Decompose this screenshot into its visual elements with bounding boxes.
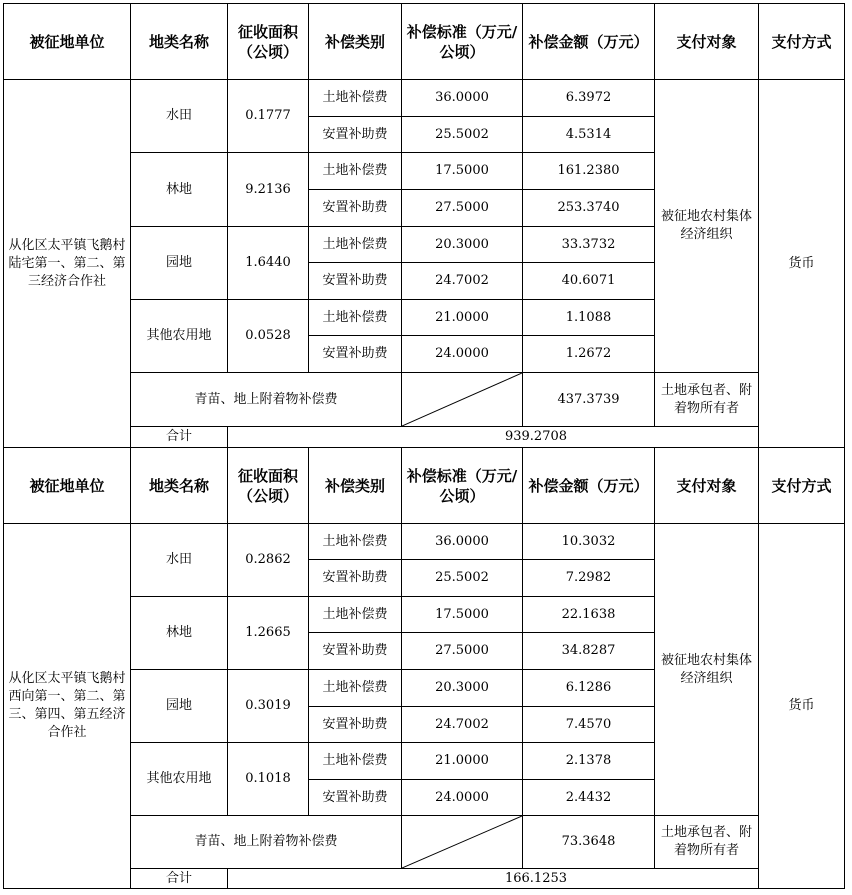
total-label: 合计 [131,869,228,889]
land-type-name: 其他农用地 [131,300,228,373]
header-category: 补偿类别 [309,448,402,524]
compensation-category: 安置补助费 [309,633,402,670]
land-area: 1.2665 [228,597,309,670]
land-type-name: 园地 [131,227,228,300]
header-amount: 补偿金额（万元） [523,4,655,80]
crops-compensation-label: 青苗、地上附着物补偿费 [131,373,402,427]
land-type-name: 水田 [131,524,228,597]
compensation-category: 安置补助费 [309,780,402,816]
compensation-category: 土地补偿费 [309,743,402,780]
compensation-standard: 24.7002 [402,263,523,300]
land-type-name: 水田 [131,80,228,153]
compensation-category: 土地补偿费 [309,80,402,117]
crops-compensation-label: 青苗、地上附着物补偿费 [131,816,402,869]
header-method: 支付方式 [759,4,845,80]
compensation-standard: 20.3000 [402,670,523,707]
payment-method: 货币 [759,80,845,448]
compensation-category: 土地补偿费 [309,153,402,190]
header-standard: 补偿标准（万元/公顷） [402,448,523,524]
land-area: 0.1018 [228,743,309,816]
compensation-amount: 1.2672 [523,336,655,373]
header-amount: 补偿金额（万元） [523,448,655,524]
payee-contractors: 土地承包者、附着物所有者 [655,816,759,869]
compensation-amount: 22.1638 [523,597,655,633]
compensation-standard: 24.7002 [402,707,523,743]
table-row [4,524,845,560]
diagonal-line [402,373,522,426]
compensation-category: 安置补助费 [309,336,402,373]
compensation-amount: 4.5314 [523,117,655,153]
header-payee: 支付对象 [655,4,759,80]
crops-compensation-amount: 437.3739 [523,373,655,427]
compensation-category: 安置补助费 [309,560,402,597]
compensation-table-2 [3,447,845,889]
land-unit-name: 从化区太平镇飞鹅村陆宅第一、第二、第三经济合作社 [4,80,131,448]
total-row [4,869,845,889]
header-standard: 补偿标准（万元/公顷） [402,4,523,80]
compensation-standard: 36.0000 [402,524,523,560]
land-area: 0.1777 [228,80,309,153]
payee-collective: 被征地农村集体经济组织 [655,524,759,816]
compensation-amount: 2.4432 [523,780,655,816]
land-area: 9.2136 [228,153,309,227]
header-land-type: 地类名称 [131,4,228,80]
compensation-amount: 33.3732 [523,227,655,263]
compensation-standard: 27.5000 [402,190,523,227]
crops-compensation-amount: 73.3648 [523,816,655,869]
compensation-amount: 2.1378 [523,743,655,780]
compensation-category: 土地补偿费 [309,524,402,560]
payee-contractors: 土地承包者、附着物所有者 [655,373,759,427]
land-type-name: 园地 [131,670,228,743]
header-row [4,4,845,80]
table-row [4,816,845,869]
compensation-category: 土地补偿费 [309,597,402,633]
table-row [4,373,845,427]
compensation-standard: 24.0000 [402,336,523,373]
compensation-amount: 6.3972 [523,80,655,117]
compensation-category: 安置补助费 [309,707,402,743]
header-unit: 被征地单位 [4,448,131,524]
header-area: 征收面积（公顷） [228,448,309,524]
payee-collective: 被征地农村集体经济组织 [655,80,759,373]
compensation-amount: 161.2380 [523,153,655,190]
compensation-standard: 36.0000 [402,80,523,117]
land-area: 0.3019 [228,670,309,743]
compensation-category: 土地补偿费 [309,227,402,263]
compensation-amount: 1.1088 [523,300,655,336]
compensation-standard: 21.0000 [402,743,523,780]
land-type-name: 林地 [131,153,228,227]
compensation-standard: 25.5002 [402,560,523,597]
table-row [4,80,845,117]
land-unit-name: 从化区太平镇飞鹅村西向第一、第二、第三、第四、第五经济合作社 [4,524,131,889]
compensation-category: 安置补助费 [309,190,402,227]
compensation-standard: 24.0000 [402,780,523,816]
compensation-table-1 [3,3,845,448]
compensation-amount: 40.6071 [523,263,655,300]
total-value: 166.1253 [228,869,845,889]
compensation-amount: 7.4570 [523,707,655,743]
header-row [4,448,845,524]
land-type-name: 其他农用地 [131,743,228,816]
header-unit: 被征地单位 [4,4,131,80]
compensation-amount: 6.1286 [523,670,655,707]
diagonal-line [402,816,522,868]
compensation-category: 土地补偿费 [309,670,402,707]
diagonal-empty-cell [402,373,523,427]
compensation-standard: 21.0000 [402,300,523,336]
compensation-amount: 10.3032 [523,524,655,560]
total-label: 合计 [131,427,228,448]
header-area: 征收面积（公顷） [228,4,309,80]
compensation-amount: 253.3740 [523,190,655,227]
payment-method: 货币 [759,524,845,889]
header-payee: 支付对象 [655,448,759,524]
compensation-amount: 7.2982 [523,560,655,597]
compensation-standard: 27.5000 [402,633,523,670]
compensation-category: 安置补助费 [309,117,402,153]
diagonal-empty-cell [402,816,523,869]
compensation-standard: 20.3000 [402,227,523,263]
land-area: 0.2862 [228,524,309,597]
compensation-standard: 17.5000 [402,597,523,633]
compensation-standard: 17.5000 [402,153,523,190]
header-method: 支付方式 [759,448,845,524]
total-value: 939.2708 [228,427,845,448]
land-area: 1.6440 [228,227,309,300]
header-land-type: 地类名称 [131,448,228,524]
total-row [4,427,845,448]
compensation-amount: 34.8287 [523,633,655,670]
land-type-name: 林地 [131,597,228,670]
compensation-category: 安置补助费 [309,263,402,300]
header-category: 补偿类别 [309,4,402,80]
compensation-category: 土地补偿费 [309,300,402,336]
land-area: 0.0528 [228,300,309,373]
compensation-standard: 25.5002 [402,117,523,153]
